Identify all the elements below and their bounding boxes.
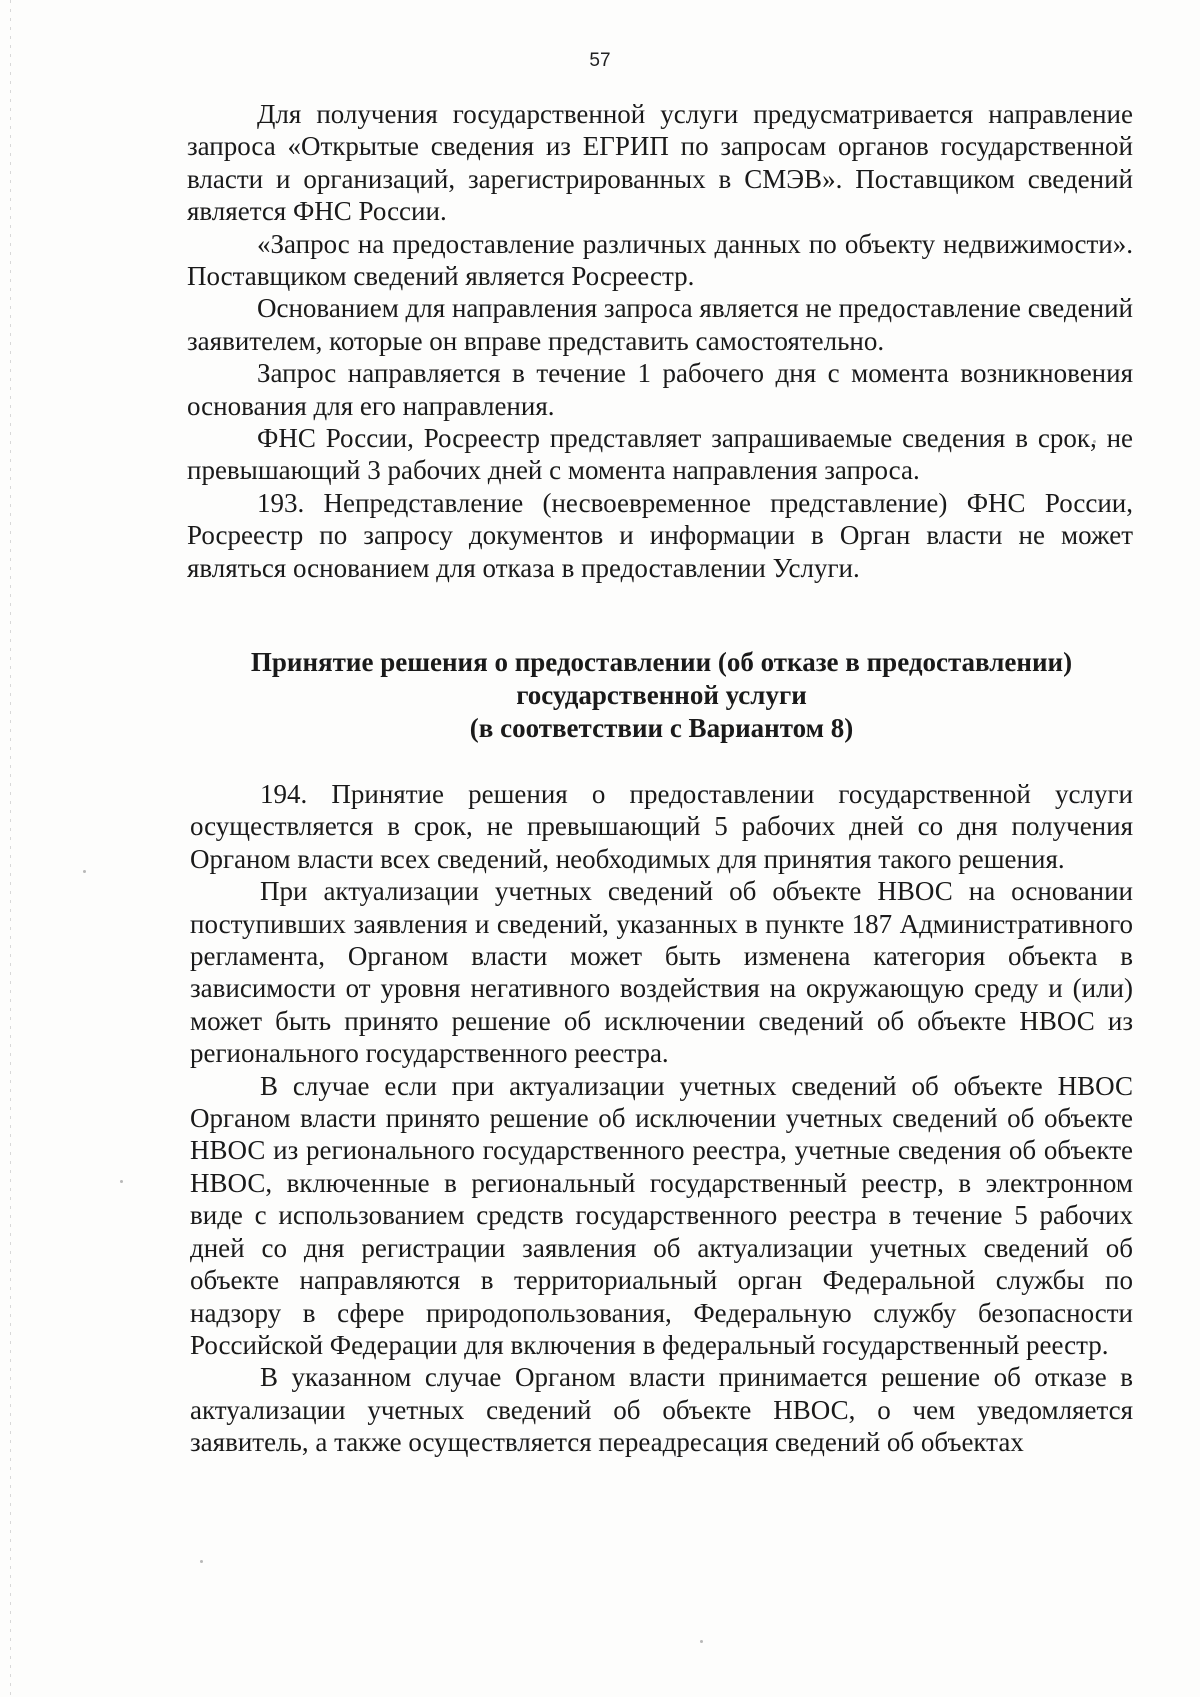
scan-speck (200, 1560, 203, 1563)
paragraph: «Запрос на предоставление различных данных по объекту недвижимости». Поставщиком сведений является Росреестр. (187, 228, 1133, 292)
paragraph: 193. Непредставление (несвоевременное представление) ФНС России, Росреестр по запросу документов и информации в Орган власти не может являться основанием для отказа в предоставлении Услуги. (187, 487, 1133, 583)
paragraph: В указанном случае Органом власти принимается решение об отказе в актуализации учетных сведений об объекте НВОС, о чем уведомляется заявитель, а также осуществляется переадресация сведений об объектах (190, 1362, 1133, 1458)
paragraph: Для получения государственной услуги предусматривается направление запроса «Открытые сведения из ЕГРИП по запросам органов государственной власти и организаций, зарегистрированных в СМЭВ». Поставщиком сведений является ФНС России. (187, 99, 1133, 227)
heading-line: государственной услуги (516, 680, 807, 710)
paragraph: 194. Принятие решения о предоставлении государственной услуги осуществляется в срок, не превышающий 5 рабочих дней со дня получения Органом власти всех сведений, необходимых для принятия такого решения. (190, 779, 1133, 874)
paragraph: Запрос направляется в течение 1 рабочего дня с момента возникновения основания для его направления. (187, 358, 1133, 421)
paragraph: ФНС России, Росреестр представляет запрашиваемые сведения в срок, не превышающий 3 рабочих дней с момента направления запроса. (187, 423, 1133, 486)
section-1-text (187, 98, 1133, 584)
scan-speck (120, 1180, 123, 1183)
paragraph: При актуализации учетных сведений об объекте НВОС на основании поступивших заявления и сведений, указанных в пункте 187 Административного регламента, Органом власти может быть изменена категория объекта в зависимости от уровня негативного воздействия на окружающую среду и (или) может быть принято решение об исключении сведений об объекте НВОС из регионального государственного реестра. (190, 876, 1133, 1069)
scan-speck (83, 870, 86, 873)
scan-speck (700, 1640, 703, 1643)
paragraph: В случае если при актуализации учетных сведений об объекте НВОС Органом власти принято решение об исключении учетных сведений об объекте НВОС из регионального государственного реестра, учетные сведения об объекте НВОС, включенные в региональный государственный реестр, в электронном виде с использованием средств государственного реестра в течение 5 рабочих дней со дня регистрации заявления об актуализации учетных сведений об объекте направляются в территориальный орган Федеральной службы по надзору в сфере природопользования, Федеральную службу безопасности Российской Федерации для включения в федеральный государственный реестр. (190, 1070, 1133, 1360)
heading-line: Принятие решения о предоставлении (об отказе в предоставлении) (250, 647, 1073, 677)
paragraph: Основанием для направления запроса является не предоставление сведений заявителем, которые он вправе представить самостоятельно. (187, 293, 1133, 356)
section-heading (190, 646, 1133, 745)
heading-line: (в соответствии с Вариантом 8) (469, 713, 854, 743)
page-number: 57 (589, 50, 611, 71)
scan-edge-artifact (10, 0, 11, 1697)
section-2-text (190, 778, 1133, 1459)
